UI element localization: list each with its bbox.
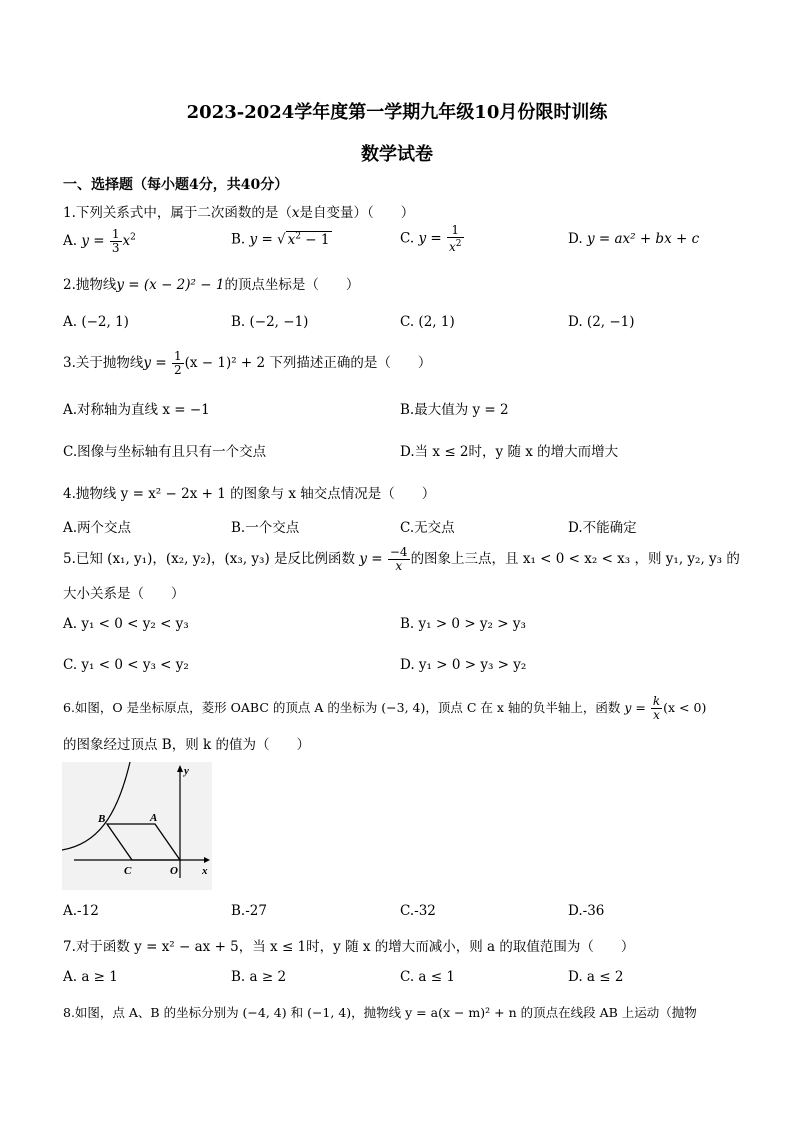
label-o: O xyxy=(170,865,178,877)
label-b: B xyxy=(98,813,106,825)
q4-stem: 4.抛物线 y = x² − 2x + 1 的图象与 x 轴交点情况是（ ） xyxy=(63,486,436,502)
q4-option-b[interactable]: B.一个交点 xyxy=(231,520,300,536)
q5-option-c[interactable]: C. y₁ < 0 < y₃ < y₂ xyxy=(63,657,189,673)
q7-option-c[interactable]: C. a ≤ 1 xyxy=(400,969,455,985)
exam-title: 2023-2024学年度第一学期九年级10月份限时训练 xyxy=(186,102,608,123)
q3-option-c[interactable]: C.图像与坐标轴有且只有一个交点 xyxy=(63,444,267,460)
q5-option-b[interactable]: B. y₁ > 0 > y₂ > y₃ xyxy=(400,616,526,632)
q6-stem-line2: 的图象经过顶点 B，则 k 的值为（ ） xyxy=(63,737,310,753)
q1-option-c[interactable]: C. y = $\frac{1}{x^2}$ xyxy=(400,223,462,254)
label-a: A xyxy=(150,812,158,824)
q6-option-a[interactable]: A.-12 xyxy=(63,903,99,919)
q6-option-c[interactable]: C.-32 xyxy=(400,903,436,919)
label-y: y xyxy=(184,765,189,777)
q4-option-c[interactable]: C.无交点 xyxy=(400,520,455,536)
q5-option-a[interactable]: A. y₁ < 0 < y₂ < y₃ xyxy=(63,616,189,632)
q1-option-d[interactable]: D. y = ax² + bx + c xyxy=(568,231,700,247)
q2-option-a[interactable]: A. (−2, 1) xyxy=(63,314,129,330)
q7-stem: 7.对于函数 y = x² − ax + 5，当 x ≤ 1时，y 随 x 的增大而减小，则 a 的取值范围为（ ） xyxy=(63,939,635,955)
q1-option-a[interactable]: A. y = $\frac{1}{3}$ $x^2$ xyxy=(63,227,136,255)
exam-subtitle: 数学试卷 xyxy=(361,144,433,165)
q5-stem-line2: 大小关系是（ ） xyxy=(63,586,185,602)
q6-option-d[interactable]: D.-36 xyxy=(568,903,605,919)
q3-option-b[interactable]: B.最大值为 y = 2 xyxy=(400,402,509,418)
q2-stem: 2.抛物线y = (x − 2)² − 1的顶点坐标是（ ） xyxy=(63,277,360,293)
q3-option-d[interactable]: D.当 x ≤ 2时，y 随 x 的增大而增大 xyxy=(400,444,619,460)
q5-option-d[interactable]: D. y₁ > 0 > y₃ > y₂ xyxy=(400,657,527,673)
q1-stem: 1.下列关系式中，属于二次函数的是（x是自变量）（ ） xyxy=(63,205,415,221)
label-x: x xyxy=(202,865,208,877)
q6-option-b[interactable]: B.-27 xyxy=(231,903,267,919)
q4-option-d[interactable]: D.不能确定 xyxy=(568,520,637,536)
q3-stem: 3.关于抛物线y = $\frac{1}{2}$ (x − 1)² + 2 下列描述正确的是（ ） xyxy=(63,349,432,377)
q7-option-d[interactable]: D. a ≤ 2 xyxy=(568,969,624,985)
label-c: C xyxy=(124,865,132,877)
q3-option-a[interactable]: A.对称轴为直线 x = −1 xyxy=(63,402,210,418)
q4-option-a[interactable]: A.两个交点 xyxy=(63,520,132,536)
rhombus-figure xyxy=(62,762,212,890)
q5-stem: 5.已知 (x₁, y₁)，(x₂, y₂)，(x₃, y₃) 是反比例函数 y = $\frac{-4}{x}$ 的图象上三点，且 x₁ < 0 < x₂ < x₃ ，则 y₁, y₂, y₃ 的 xyxy=(63,545,740,573)
q8-stem: 8.如图，点 A、B 的坐标分别为 (−4, 4) 和 (−1, 4)，抛物线 y = a(x − m)² + n 的顶点在线段 AB 上运动（抛物 xyxy=(63,1005,697,1020)
q2-option-d[interactable]: D. (2, −1) xyxy=(568,314,635,330)
q6-stem: 6.如图，O 是坐标原点，菱形 OABC 的顶点 A 的坐标为 (−3, 4)，顶点 C 在 x 轴的负半轴上，函数 y = $\frac{k}{x}$ (x < 0) xyxy=(63,694,707,722)
q2-option-b[interactable]: B. (−2, −1) xyxy=(231,314,309,330)
q7-option-a[interactable]: A. a ≥ 1 xyxy=(63,969,118,985)
q2-option-c[interactable]: C. (2, 1) xyxy=(400,314,455,330)
section-heading: 一、选择题（每小题4分，共40分） xyxy=(63,177,289,193)
q1-option-b[interactable]: B. y = √ $x^2 - 1$ xyxy=(231,231,330,248)
q7-option-b[interactable]: B. a ≥ 2 xyxy=(231,969,287,985)
